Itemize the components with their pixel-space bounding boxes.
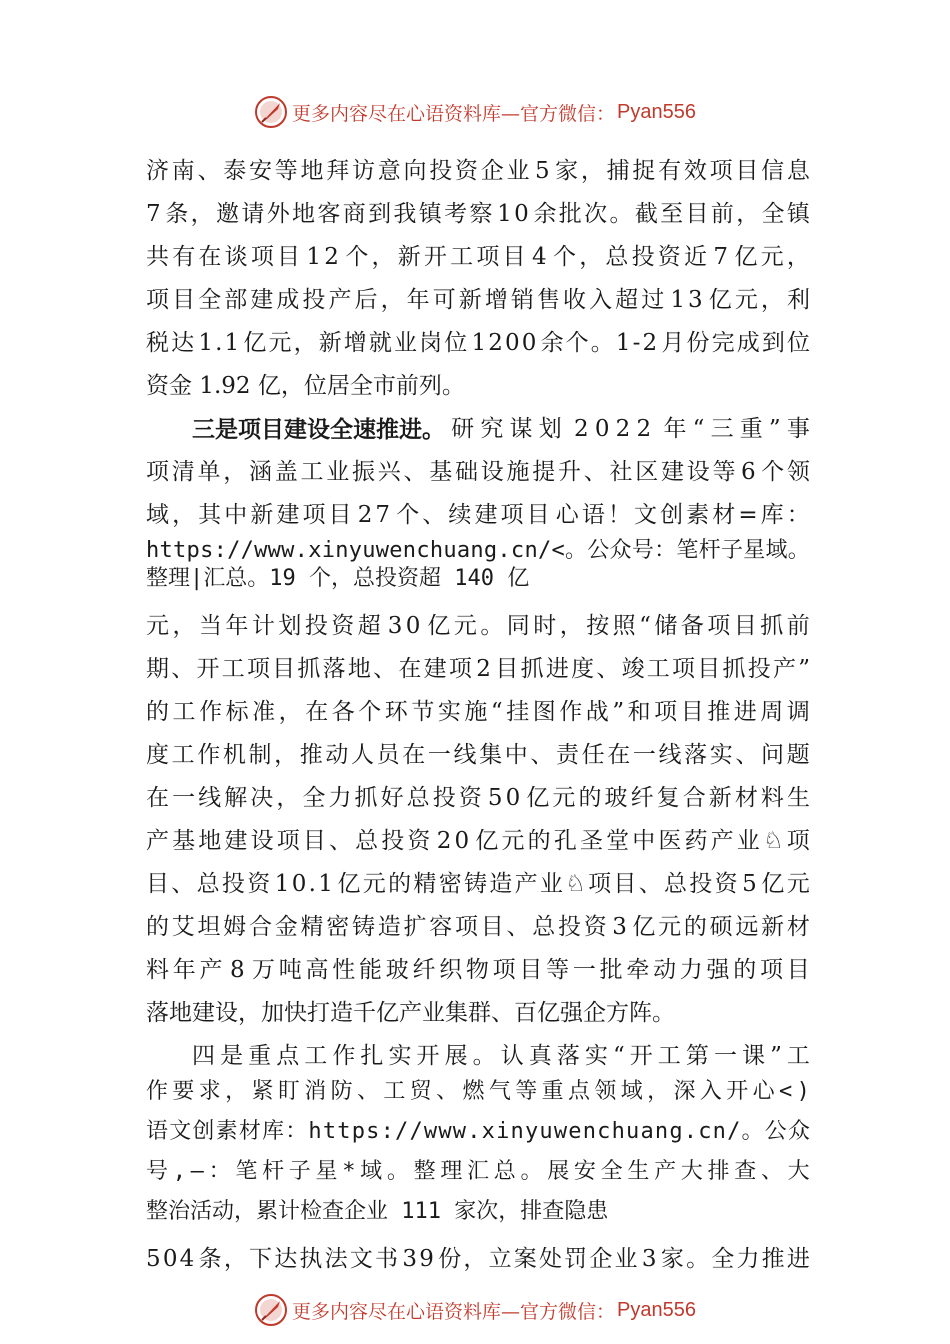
text-line: 的 艾 坦 姆 合 金 精 密 铸 造 扩 容 项 目 、 总 投 资 3 亿 元 的 硕 远 新 材 [146,914,810,940]
banner-wechat-id: Pyan556 [617,1298,696,1321]
text-line: 5 0 4 条 ， 下 达 执 法 文 书 3 9 份 ， 立 案 处 罚 企 业 3 家 。 全 力 推 进 [146,1246,810,1272]
banner-text: 更多内容尽在心语资料库 [292,102,502,125]
text-line: 共 有 在 谈 项 目 1 2 个 ， 新 开 工 项 目 4 个 ， 总 投 资 近 7 亿 元 ， [146,244,810,270]
text-line: 项 清 单 ， 涵 盖 工 业 振 兴 、 基 础 设 施 提 升 、 社 区 建 设 等 6 个 领 [146,459,810,485]
text-line: 资金 1.92 亿，位居全市前列。 [146,373,465,399]
header-watermark-banner [0,92,950,132]
text-line: 料 年 产 8 万 吨 高 性 能 玻 纤 织 物 项 目 等 一 批 牵 动 力 强 的 项 目 [146,957,810,983]
text-line: 元 ， 当 年 计 划 投 资 超 3 0 亿 元 。 同 时 ， 按 照 “ 储 备 项 目 抓 前 [146,613,810,639]
paragraph-heading-line: 三是项目建设全速推进。 研 究 谋 划 2 0 2 2 年 “ 三 重 ” 事 [146,408,810,451]
text-line: 域 ， 其 中 新 建 项 目 2 7 个 、 续 建 项 目 心 语 ！ 文 创 素 材 = 库 ： [146,502,810,528]
watermark-line: 号 , — ： 笔 杆 子 星 * 域 。 整 理 汇 总 。 展 安 全 生 产 大 排 查 、 大 [146,1159,810,1184]
text-line: 度 工 作 机 制 ， 推 动 人 员 在 一 线 集 中 、 责 任 在 一 线 落 实 、 问 题 [146,742,810,768]
banner-separator: —官方微信： [501,1300,616,1323]
text-line: 落地建设，加快打造千亿产业集群、百亿强企方阵。 [146,1000,675,1026]
text-line: 济 南 、 泰 安 等 地 拜 访 意 向 投 资 企 业 5 家 ， 捕 捉 有 效 项 目 信 息 [146,158,810,184]
paragraph-heading-line: 四 是 重 点 工 作 扎 实 开 展 。 认 真 落 实 “ 开 工 第 一 课 ” 工 [192,1043,810,1069]
watermark-line: 语 文 创 素 材 库 ： h t t p s : / / w w w . x i n y u w e n c h u a n g . c n / 。 公 众 [146,1119,810,1144]
text-line: 7 条 ， 邀 请 外 地 客 商 到 我 镇 考 察 1 0 余 批 次 。 截 至 目 前 ， 全 镇 [146,201,810,227]
document-body [146,150,810,1281]
banner-text: 更多内容尽在心语资料库 [292,1300,502,1323]
footer-watermark-banner [0,1290,950,1330]
watermark-line: 整理|汇总。19 个，总投资超 140 亿 [146,566,530,591]
text-line: 税 达 1 . 1 亿 元 ， 新 增 就 业 岗 位 1 2 0 0 余 个 。 1 - 2 月 份 完 成 到 位 [146,330,810,356]
banner-separator: —官方微信： [501,102,616,125]
text-line: 项 目 全 部 建 成 投 产 后 ， 年 可 新 增 销 售 收 入 超 过 1 3 亿 元 ， 利 [146,287,810,313]
quill-seal-icon [254,95,288,129]
text-line: 目 、 总 投 资 1 0 . 1 亿 元 的 精 密 铸 造 产 业 ♘ 项 目 、 总 投 资 5 亿 元 [146,871,810,897]
banner-wechat-id: Pyan556 [617,100,696,123]
watermark-line: h t t p s : / / w w w . x i n y u w e n c h u a n g . c n / < 。 公 众 号 ： 笔 杆 子 星 域 。 [146,538,810,563]
watermark-line: 作 要 求 ， 紧 盯 消 防 、 工 贸 、 燃 气 等 重 点 领 域 ， 深 入 开 心 < ) [146,1079,810,1104]
text-line: 产 基 地 建 设 项 目 、 总 投 资 2 0 亿 元 的 孔 圣 堂 中 医 药 产 业 ♘ 项 [146,828,810,854]
section-heading-three: 三是项目建设全速推进。 [192,416,445,443]
text-line: 在 一 线 解 决 ， 全 力 抓 好 总 投 资 5 0 亿 元 的 玻 纤 复 合 新 材 料 生 [146,785,810,811]
quill-seal-icon [254,1293,288,1327]
text-line: 的 工 作 标 准 ， 在 各 个 环 节 实 施 “ 挂 图 作 战 ” 和 项 目 推 进 周 调 [146,699,810,725]
watermark-line: 整治活动，累计检查企业 111 家次，排查隐患 [146,1199,609,1224]
text-line: 期 、 开 工 项 目 抓 落 地 、 在 建 项 2 目 抓 进 度 、 竣 工 项 目 抓 投 产 ” [146,656,810,682]
